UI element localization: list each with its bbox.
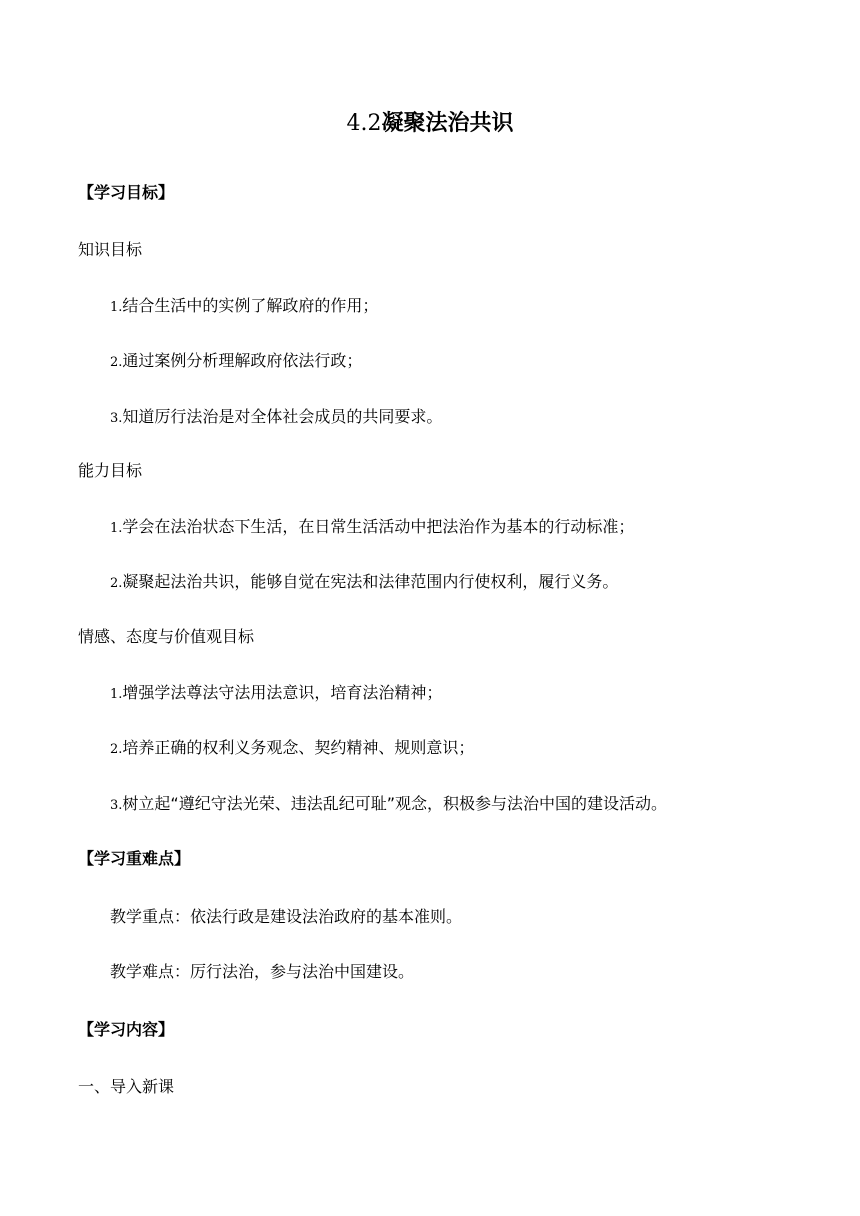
ability-goals-label: 能力目标	[78, 461, 143, 480]
title-number: 4.2	[346, 111, 382, 136]
item-text: 树立起“遵纪守法光荣、违法乱纪可耻”观念，积极参与法治中国的建设活动。	[122, 794, 667, 813]
item-number: 1.	[110, 521, 123, 536]
intro-section: 一、导入新课	[78, 1077, 175, 1096]
key-points-heading: 【学习重难点】	[78, 849, 191, 868]
title-text: 凝聚法治共识	[381, 111, 514, 136]
item-number: 3.	[110, 798, 123, 813]
item-text: 知道厉行法治是对全体社会成员的共同要求。	[122, 407, 443, 426]
item-text: 增强学法尊法守法用法意识，培育法治精神；	[122, 683, 443, 702]
item-text: 通过案例分析理解政府依法行政；	[122, 351, 363, 370]
ability-goal-item-1	[110, 516, 634, 540]
knowledge-goal-item-1	[110, 295, 378, 319]
item-number: 3.	[110, 411, 123, 426]
knowledge-goal-item-2	[110, 350, 362, 374]
item-text: 学会在法治状态下生活，在日常生活活动中把法治作为基本的行动标准；	[122, 517, 635, 536]
emotion-goal-item-3	[110, 793, 667, 817]
item-number: 2.	[110, 576, 123, 591]
item-number: 2.	[110, 742, 123, 757]
teaching-difficulty: 教学难点：厉行法治，参与法治中国建设。	[110, 962, 415, 981]
knowledge-goal-item-3	[110, 406, 442, 430]
learning-content-heading: 【学习内容】	[78, 1020, 175, 1039]
item-text: 培养正确的权利义务观念、契约精神、规则意识；	[122, 738, 475, 757]
learning-goals-heading: 【学习目标】	[78, 183, 175, 202]
emotion-goal-item-1	[110, 682, 442, 706]
knowledge-goals-label: 知识目标	[78, 240, 143, 259]
item-number: 2.	[110, 355, 123, 370]
emotion-goals-label: 情感、态度与价值观目标	[78, 627, 255, 646]
emotion-goal-item-2	[110, 737, 474, 761]
ability-goal-item-2	[110, 571, 618, 595]
teaching-focus: 教学重点：依法行政是建设法治政府的基本准则。	[110, 907, 463, 926]
item-text: 结合生活中的实例了解政府的作用；	[122, 296, 379, 315]
item-number: 1.	[110, 687, 123, 702]
item-text: 凝聚起法治共识，能够自觉在宪法和法律范围内行使权利，履行义务。	[122, 572, 619, 591]
document-title	[0, 108, 860, 140]
item-number: 1.	[110, 300, 123, 315]
